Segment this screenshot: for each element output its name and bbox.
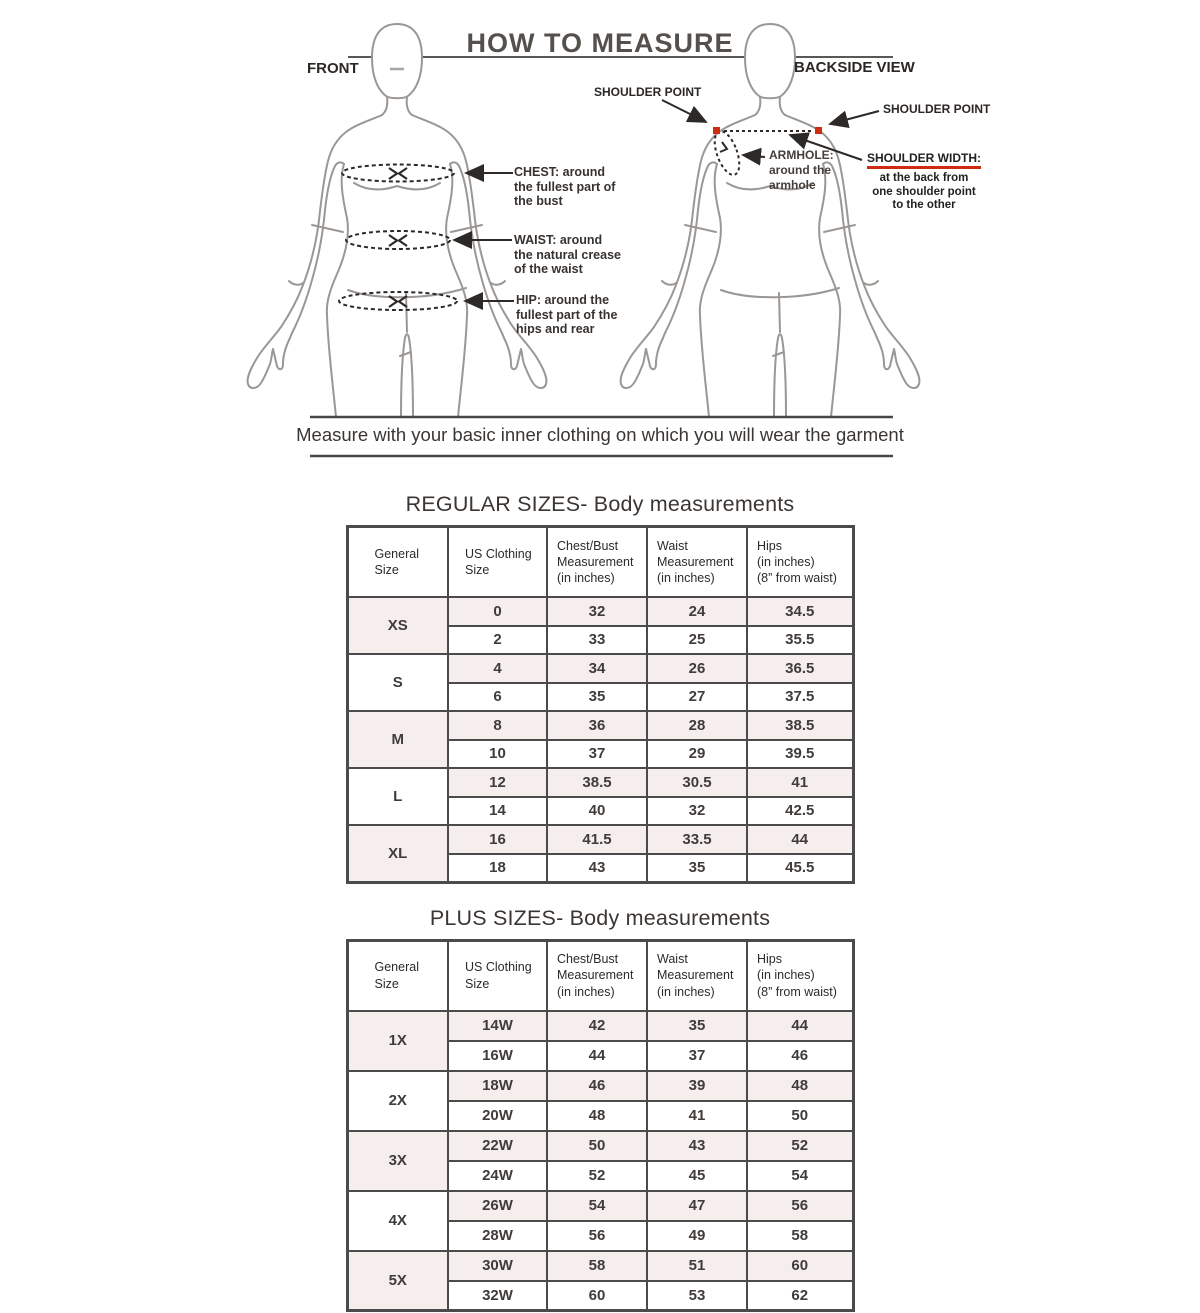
- shoulder-point-left-label: SHOULDER POINT: [594, 85, 702, 99]
- body-figures-drawing: [0, 0, 1200, 462]
- measurement-cell: 58: [547, 1251, 647, 1281]
- measurement-cell: 51: [647, 1251, 747, 1281]
- measurement-cell: 18: [448, 854, 547, 883]
- measurement-cell: 52: [747, 1131, 853, 1161]
- hip-callout: HIP: around the fullest part of the hips and rear: [516, 293, 618, 336]
- table-row: [347, 1191, 853, 1221]
- table-row: [347, 654, 853, 683]
- backside-view-label: BACKSIDE VIEW: [794, 59, 915, 76]
- measurement-cell: 48: [547, 1101, 647, 1131]
- measurement-cell: 42.5: [747, 797, 853, 826]
- measurement-cell: 14W: [448, 1011, 547, 1041]
- measurement-cell: 8: [448, 711, 547, 740]
- backside-body-figure: [621, 24, 920, 417]
- measurement-cell: 52: [547, 1161, 647, 1191]
- column-header: Waist Measurement (in inches): [647, 940, 747, 1011]
- column-header: Chest/Bust Measurement (in inches): [547, 940, 647, 1011]
- measurement-cell: 26: [647, 654, 747, 683]
- measurement-cell: 36.5: [747, 654, 853, 683]
- measurement-cell: 34.5: [747, 597, 853, 626]
- measurement-cell: 0: [448, 597, 547, 626]
- measurement-cell: 12: [448, 768, 547, 797]
- measurement-cell: 38.5: [747, 711, 853, 740]
- column-header: General Size: [347, 527, 448, 598]
- armhole-arrow: [743, 155, 765, 157]
- measurement-cell: 24: [647, 597, 747, 626]
- measurement-cell: 60: [747, 1251, 853, 1281]
- general-size-cell: 5X: [347, 1251, 448, 1311]
- measurement-cell: 46: [747, 1041, 853, 1071]
- measurement-cell: 20W: [448, 1101, 547, 1131]
- shoulder-point-left-arrow: [662, 100, 706, 122]
- measurement-cell: 35: [647, 1011, 747, 1041]
- plus-sizes-title: PLUS SIZES- Body measurements: [429, 905, 771, 930]
- front-view-label: FRONT: [307, 60, 359, 77]
- column-header: Waist Measurement (in inches): [647, 527, 747, 598]
- regular-sizes-table: [346, 525, 855, 884]
- table-row: [347, 1131, 853, 1161]
- general-size-cell: L: [347, 768, 448, 825]
- measurement-cell: 44: [747, 1011, 853, 1041]
- table-row: [347, 1071, 853, 1101]
- measurement-cell: 58: [747, 1221, 853, 1251]
- measurement-cell: 44: [747, 825, 853, 854]
- measurement-cell: 32: [647, 797, 747, 826]
- column-header: Hips (in inches) (8” from waist): [747, 527, 853, 598]
- regular-sizes-title: REGULAR SIZES- Body measurements: [405, 492, 795, 516]
- armhole-callout: ARMHOLE: around the armhole: [769, 148, 834, 192]
- measurement-cell: 28: [647, 711, 747, 740]
- armhole-chevron: [720, 142, 727, 152]
- measurement-cell: 50: [547, 1131, 647, 1161]
- measurement-cell: 41.5: [547, 825, 647, 854]
- measurement-cell: 14: [448, 797, 547, 826]
- measurement-cell: 4: [448, 654, 547, 683]
- measurement-cell: 25: [647, 626, 747, 655]
- general-size-cell: M: [347, 711, 448, 768]
- table-row: [347, 1011, 853, 1041]
- measurement-cell: 44: [547, 1041, 647, 1071]
- measurement-cell: 39.5: [747, 740, 853, 769]
- measurement-cell: 16W: [448, 1041, 547, 1071]
- measurement-cell: 16: [448, 825, 547, 854]
- measurement-cell: 47: [647, 1191, 747, 1221]
- measurement-cell: 62: [747, 1281, 853, 1311]
- measurement-cell: 40: [547, 797, 647, 826]
- measurement-cell: 6: [448, 683, 547, 712]
- shoulder-width-callout: [856, 149, 992, 213]
- measurement-cell: 35: [647, 854, 747, 883]
- measurement-cell: 32W: [448, 1281, 547, 1311]
- general-size-cell: S: [347, 654, 448, 711]
- measurement-cell: 27: [647, 683, 747, 712]
- page-title: HOW TO MEASURE: [466, 28, 734, 58]
- how-to-measure-diagram: [0, 0, 1200, 462]
- general-size-cell: XL: [347, 825, 448, 882]
- header-row: [347, 940, 853, 1011]
- column-header: US Clothing Size: [448, 940, 547, 1011]
- waist-callout: WAIST: around the natural crease of the waist: [514, 233, 621, 276]
- measurement-cell: 41: [747, 768, 853, 797]
- shoulder-point-dot-right: [815, 127, 822, 134]
- shoulder-width-description: at the back from one shoulder point to the other: [872, 172, 976, 211]
- measurement-cell: 26W: [448, 1191, 547, 1221]
- measurement-cell: 37: [647, 1041, 747, 1071]
- chest-callout: CHEST: around the fullest part of the bust: [514, 165, 616, 208]
- measurement-cell: 48: [747, 1071, 853, 1101]
- measurement-cell: 33: [547, 626, 647, 655]
- table-row: [347, 711, 853, 740]
- table-row: [347, 597, 853, 626]
- measurement-cell: 18W: [448, 1071, 547, 1101]
- measurement-cell: 10: [448, 740, 547, 769]
- measurement-cell: 45.5: [747, 854, 853, 883]
- measurement-cell: 56: [747, 1191, 853, 1221]
- general-size-cell: 1X: [347, 1011, 448, 1071]
- measurement-cell: 32: [547, 597, 647, 626]
- measure-note: Measure with your basic inner clothing on which you will wear the garment: [296, 424, 904, 445]
- general-size-cell: 3X: [347, 1131, 448, 1191]
- measurement-cell: 30.5: [647, 768, 747, 797]
- measurement-cell: 37: [547, 740, 647, 769]
- general-size-cell: 4X: [347, 1191, 448, 1251]
- general-size-cell: XS: [347, 597, 448, 654]
- measurement-cell: 24W: [448, 1161, 547, 1191]
- measurement-cell: 46: [547, 1071, 647, 1101]
- measurement-cell: 56: [547, 1221, 647, 1251]
- measurement-cell: 39: [647, 1071, 747, 1101]
- measurement-cell: 33.5: [647, 825, 747, 854]
- measurement-cell: 54: [547, 1191, 647, 1221]
- measurement-cell: 36: [547, 711, 647, 740]
- general-size-cell: 2X: [347, 1071, 448, 1131]
- measurement-cell: 54: [747, 1161, 853, 1191]
- measurement-cell: 49: [647, 1221, 747, 1251]
- measurement-cell: 38.5: [547, 768, 647, 797]
- table-row: [347, 768, 853, 797]
- measurement-cell: 2: [448, 626, 547, 655]
- column-header: Hips (in inches) (8” from waist): [747, 940, 853, 1011]
- measurement-cell: 60: [547, 1281, 647, 1311]
- table-row: [347, 1251, 853, 1281]
- measurement-cell: 22W: [448, 1131, 547, 1161]
- measurement-cell: 28W: [448, 1221, 547, 1251]
- measurement-cell: 53: [647, 1281, 747, 1311]
- measurement-cell: 37.5: [747, 683, 853, 712]
- header-row: [347, 527, 853, 598]
- column-header: Chest/Bust Measurement (in inches): [547, 527, 647, 598]
- front-body-figure: [248, 24, 547, 417]
- measurement-cell: 41: [647, 1101, 747, 1131]
- measurement-cell: 35.5: [747, 626, 853, 655]
- measurement-cell: 45: [647, 1161, 747, 1191]
- shoulder-point-dot-left: [713, 127, 720, 134]
- measurement-cell: 35: [547, 683, 647, 712]
- measurement-cell: 34: [547, 654, 647, 683]
- shoulder-point-right-arrow: [830, 111, 879, 124]
- measurement-cell: 50: [747, 1101, 853, 1131]
- column-header: General Size: [347, 940, 448, 1011]
- plus-sizes-table: [346, 939, 855, 1313]
- measurement-cell: 42: [547, 1011, 647, 1041]
- measurement-cell: 30W: [448, 1251, 547, 1281]
- column-header: US Clothing Size: [448, 527, 547, 598]
- measurement-cell: 43: [547, 854, 647, 883]
- shoulder-point-right-label: SHOULDER POINT: [883, 102, 991, 116]
- measurement-cell: 29: [647, 740, 747, 769]
- table-row: [347, 825, 853, 854]
- shoulder-width-title: SHOULDER WIDTH:: [867, 151, 981, 169]
- measurement-cell: 43: [647, 1131, 747, 1161]
